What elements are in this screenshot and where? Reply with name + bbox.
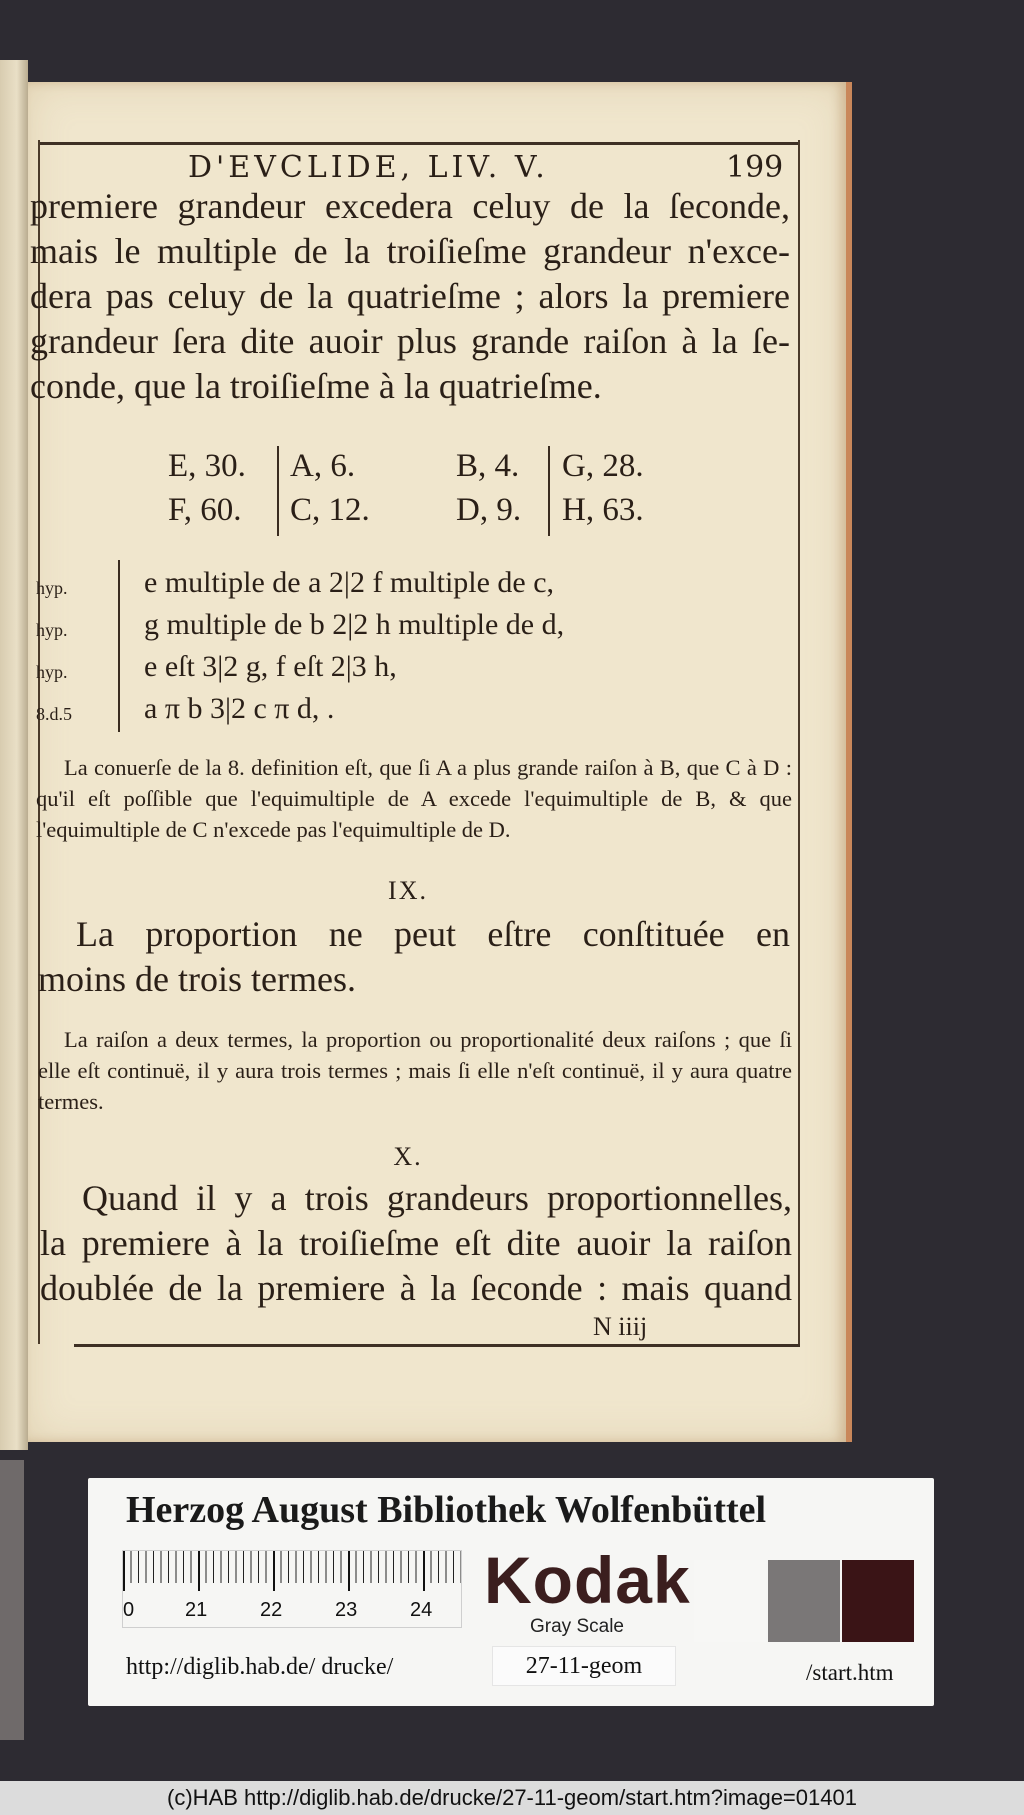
running-title: D'EVCLIDE, LIV. V.	[188, 150, 549, 185]
text-line: La proportion ne peut eſtre conſtituée en	[76, 914, 790, 954]
ruler-major-tick	[198, 1551, 200, 1591]
note-1: La conuerſe de la 8. definition eſt, que ſi A a plus grande raiſon à B, que C à D : qu'il eſt poſſible que l'equimultiple de A excede l'equimultiple de B, & que l'equimultiple de C n'excede pas l'equimultiple de D.	[36, 755, 792, 842]
ruler-scale	[122, 1550, 462, 1628]
gray-swatch-light	[694, 1560, 766, 1642]
proof-line: e eſt 3|2 g, f eſt 2|3 h,	[144, 650, 397, 683]
table-cell: F, 60.	[168, 492, 242, 528]
gray-scale-label: Gray Scale	[530, 1616, 624, 1637]
ruler-ticks	[123, 1551, 461, 1583]
adjacent-page-edge	[0, 60, 28, 1450]
ruler-label: 22	[260, 1599, 283, 1621]
proof-line: a π b 3|2 c π d, .	[144, 692, 335, 725]
proof-label: hyp.	[36, 662, 68, 682]
bottom-rule	[74, 1344, 800, 1347]
text-line: Quand il y a trois grandeurs proportionnelles,	[82, 1178, 792, 1218]
table-cell: A, 6.	[290, 448, 356, 484]
ruler-label: 21	[185, 1599, 208, 1621]
section-ix-text	[38, 912, 790, 1002]
ruler-major-tick	[423, 1551, 425, 1591]
scanner-edge	[0, 1460, 24, 1740]
table-divider	[548, 446, 550, 536]
proof-divider	[118, 560, 120, 732]
text-line: dera pas celuy de la quatrieſme ; alors la premiere	[30, 276, 790, 316]
text-line: doublée de la premiere à la ſeconde : mais quand	[40, 1268, 792, 1308]
section-number-x: X.	[393, 1142, 423, 1171]
proof-label: hyp.	[36, 620, 68, 640]
section-number-ix: IX.	[388, 876, 428, 905]
text-line: premiere grandeur excedera celuy de la ſeconde,	[30, 186, 790, 226]
signature-mark: N iiij	[593, 1312, 648, 1341]
gray-swatch-mid	[768, 1560, 840, 1642]
text-line: la premiere à la troiſieſme eſt dite auoir la raiſon	[40, 1223, 792, 1263]
kodak-logo: Kodak	[484, 1543, 691, 1617]
library-url: http://diglib.hab.de/ drucke/	[126, 1654, 394, 1680]
paragraph-1	[30, 184, 790, 409]
proof-label: 8.d.5	[36, 704, 72, 724]
table-divider	[277, 446, 279, 536]
start-page-url: /start.htm	[806, 1660, 894, 1685]
proof-line: g multiple de b 2|2 h multiple de d,	[144, 608, 565, 641]
shelfmark: 27-11-geom	[492, 1646, 676, 1686]
table-cell: B, 4.	[456, 448, 520, 484]
proof-line: e multiple de a 2|2 f multiple de c,	[144, 566, 555, 599]
text-line: conde, que la troiſieſme à la quatrieſme.	[30, 366, 602, 406]
ruler-label: 0	[123, 1599, 135, 1621]
table-cell: E, 30.	[168, 448, 246, 484]
table-cell: G, 28.	[562, 448, 644, 484]
table-cell: C, 12.	[290, 492, 370, 528]
library-title: Herzog August Bibliothek Wolfenbüttel	[126, 1489, 767, 1531]
table-cell: H, 63.	[562, 492, 644, 528]
section-x-text	[40, 1176, 792, 1311]
proof-label: hyp.	[36, 578, 68, 598]
gray-swatch-dark	[842, 1560, 914, 1642]
note-2: La raiſon a deux termes, la proportion ou proportionalité deux raiſons ; que ſi elle eſt continuë, il y aura trois termes ; mais ſi elle n'eſt continuë, il y aura quatre termes.	[38, 1027, 792, 1114]
ruler-label: 23	[335, 1599, 358, 1621]
library-card	[88, 1478, 934, 1706]
ruler-major-tick	[348, 1551, 350, 1591]
table-cell: D, 9.	[456, 492, 522, 528]
text-line: grandeur ſera dite auoir plus grande raiſon à la ſe-	[30, 321, 790, 361]
ruler-label: 24	[410, 1599, 433, 1621]
book-page	[28, 82, 852, 1442]
copyright-footer: (c)HAB http://diglib.hab.de/drucke/27-11-geom/start.htm?image=01401	[0, 1781, 1024, 1815]
page-number: 199	[726, 150, 784, 185]
text-line: mais le multiple de la troiſieſme grandeur n'exce-	[30, 231, 790, 271]
ruler-major-tick	[123, 1551, 125, 1591]
text-line: moins de trois termes.	[38, 959, 356, 999]
ruler-major-tick	[273, 1551, 275, 1591]
